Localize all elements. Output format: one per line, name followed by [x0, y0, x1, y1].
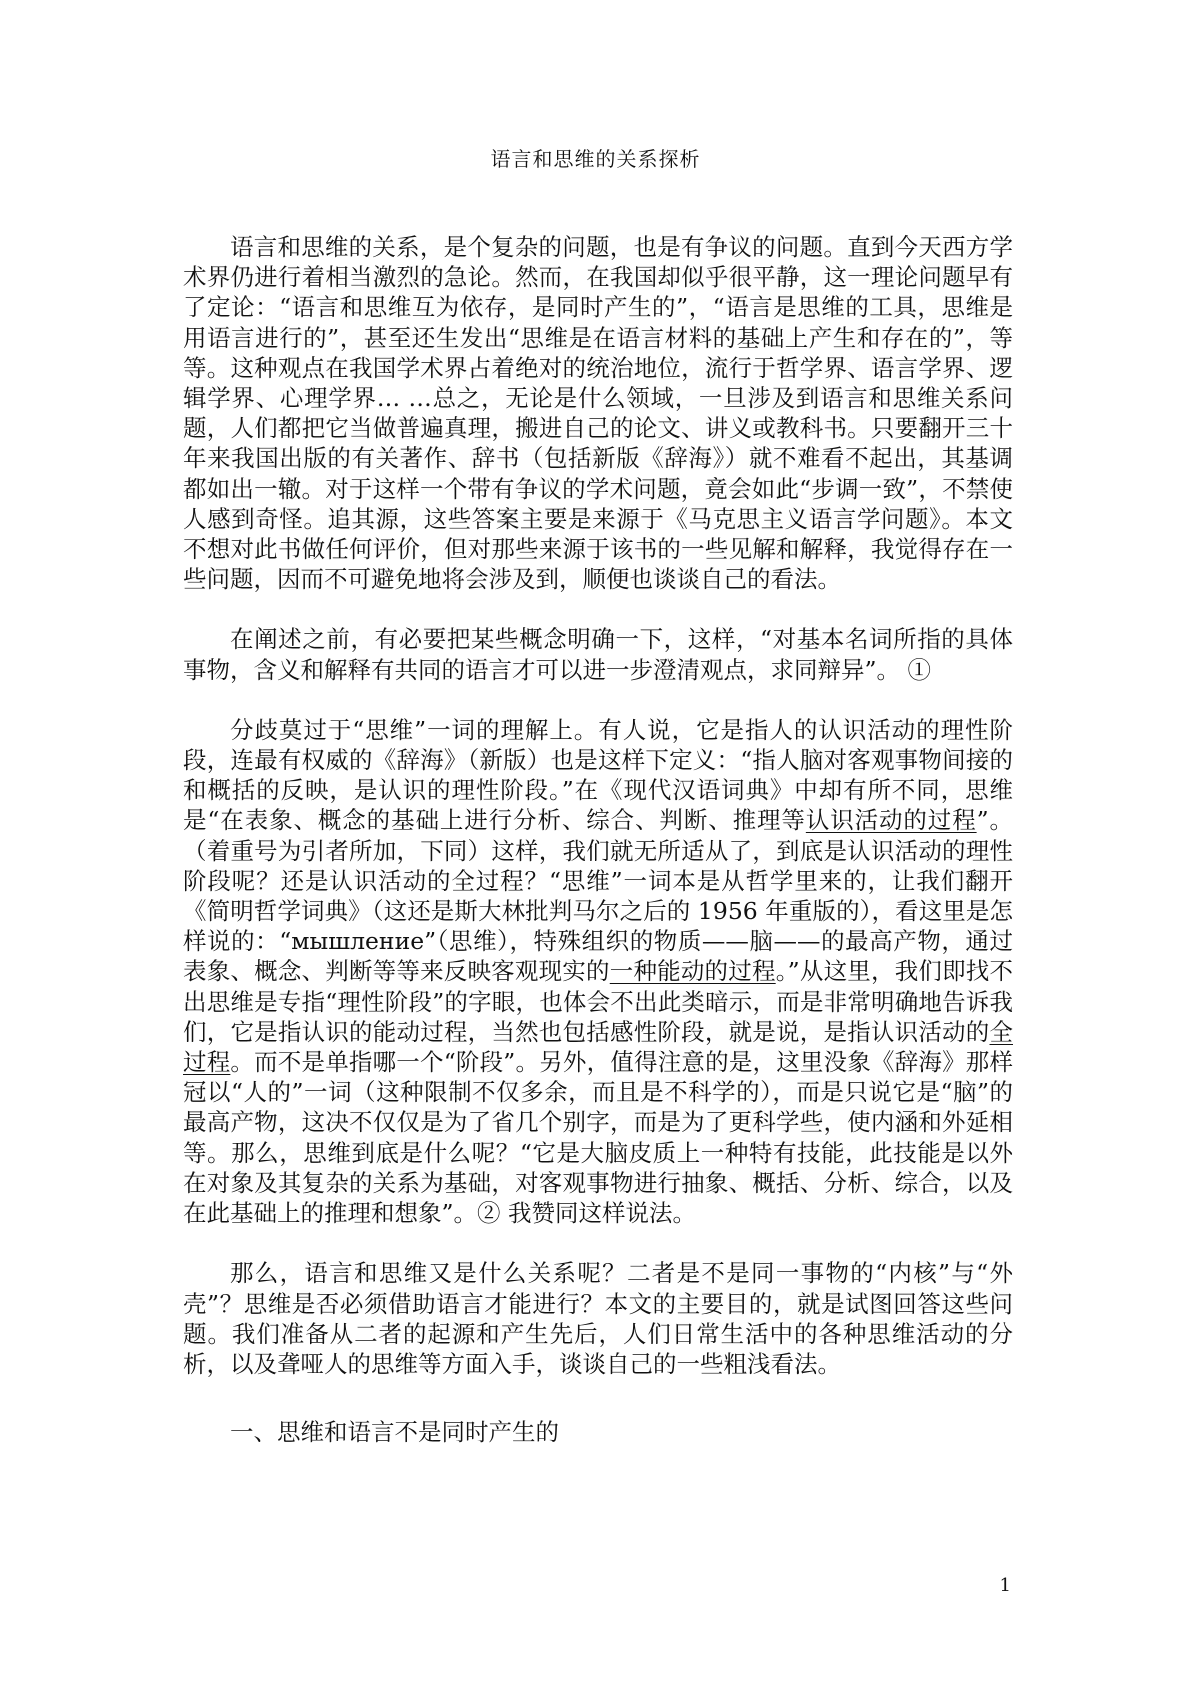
document-title: 语言和思维的关系探析	[490, 147, 701, 171]
emphasized-text: 认识活动的过程	[805, 806, 977, 835]
paragraph-2	[183, 624, 1013, 684]
paragraph-text: ”。（着重号为引者所加，下同）这样，我们就无所适从了，到底是认识活动的理性阶段呢？还是认识活动的全过程？“思维”一词本是从哲学里来的，让我们翻开《简明哲学词典》（这还是斯大林批判马尔之后的 1956 年重版的），看这里是怎样说的：“мышление”（思维），特殊组织的物质——脑——的最高产物，通过表象、概念、判断等等来反映客观现实的	[183, 806, 1014, 986]
page-number: 1	[999, 1575, 1011, 1596]
paragraph-text: 分歧莫过于“思维”一词的理解上。有人说，它是指人的认识活动的理性阶段，连最有权威的《辞海》（新版）也是这样下定义：“指人脑对客观事物间接的和概括的反映，是认识的理性阶段。”在《现代汉语词典》中却有所不同，思维是“在表象、概念的基础上进行分析、综合、判断、推理等	[183, 715, 1013, 835]
section-heading: 一、思维和语言不是同时产生的	[230, 1418, 559, 1447]
paragraph-text: 。”从这里，我们即找不出思维是专指“理性阶段”的字眼，也体会不出此类暗示，而是非常明确地告诉我们，它是指认识的能动过程，当然也包括感性阶段，就是说，是指认识活动的	[183, 957, 1014, 1046]
document-body	[183, 232, 1013, 1447]
paragraph-text: 。而不是单指哪一个“阶段”。另外，值得注意的是，这里没象《辞海》那样冠以“人的”一词（这种限制不仅多余，而且是不科学的），而是只说它是“脑”的最高产物，这决不仅仅是为了省几个别字，而是为了更科学些，使内涵和外延相等。那么，思维到底是什么呢？“它是大脑皮质上一种特有技能，此技能是以外在对象及其复杂的关系为基础，对客观事物进行抽象、概括、分析、综合，以及在此基础上的推理和想象”。② 我赞同这样说法。	[183, 1048, 1014, 1228]
paragraph-3	[183, 715, 1013, 1228]
paragraph-text: 在阐述之前，有必要把某些概念明确一下，这样，“对基本名词所指的具体事物，含义和解释有共同的语言才可以进一步澄清观点，求同辩异”。 ①	[183, 625, 1013, 684]
paragraph-text: 那么，语言和思维又是什么关系呢？二者是不是同一事物的“内核”与“外壳”？思维是否必须借助语言才能进行？本文的主要目的，就是试图回答这些问题。我们准备从二者的起源和产生先后，人们日常生活中的各种思维活动的分析，以及聋哑人的思维等方面入手，谈谈自己的一些粗浅看法。	[183, 1259, 1013, 1378]
emphasized-text: 全过程	[183, 1017, 1013, 1077]
paragraph-1	[183, 232, 1013, 594]
emphasized-text: 一种能动的过程	[609, 957, 776, 986]
paragraph-4	[183, 1258, 1013, 1379]
paragraph-text: 语言和思维的关系，是个复杂的问题，也是有争议的问题。直到今天西方学术界仍进行着相当激烈的急论。然而，在我国却似乎很平静，这一理论问题早有了定论：“语言和思维互为依存，是同时产生的”，“语言是思维的工具，思维是用语言进行的”，甚至还生发出“思维是在语言材料的基础上产生和存在的”，等等。这种观点在我国学术界占着绝对的统治地位，流行于哲学界、语言学界、逻辑学界、心理学界… …总之，无论是什么领域，一旦涉及到语言和思维关系问题，人们都把它当做普遍真理，搬进自己的论文、讲义或教科书。只要翻开三十年来我国出版的有关著作、辞书（包括新版《辞海》）就不难看不起出，其基调都如出一辙。对于这样一个带有争议的学术问题，竟会如此“步调一致”，不禁使人感到奇怪。追其源，这些答案主要是来源于《马克思主义语言学问题》。本文不想对此书做任何评价，但对那些来源于该书的一些见解和解释，我觉得存在一些问题，因而不可避免地将会涉及到，顺便也谈谈自己的看法。	[183, 233, 1013, 594]
